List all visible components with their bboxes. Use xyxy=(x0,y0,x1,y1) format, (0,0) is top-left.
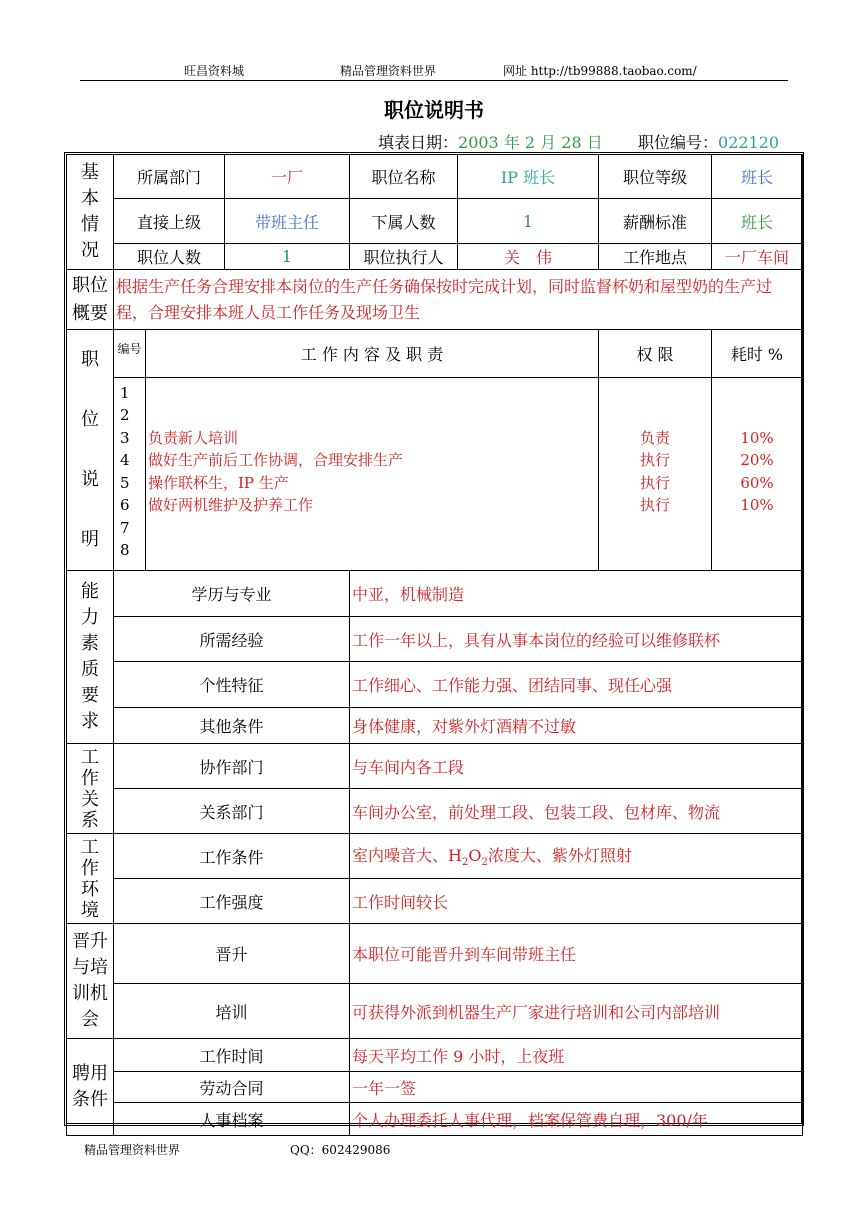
label-salary: 薪酬标准 xyxy=(599,199,712,244)
duty-authority: 执行 xyxy=(639,496,670,515)
value-education: 中亚，机械制造 xyxy=(350,571,803,617)
job-number-value: 022120 xyxy=(718,133,780,152)
value-work-intensity: 工作时间较长 xyxy=(350,879,803,924)
job-description-table xyxy=(66,154,803,1136)
value-job-title: IP 班长 xyxy=(458,155,599,199)
duty-number: 4 xyxy=(120,451,130,470)
label-headcount: 职位人数 xyxy=(114,244,225,270)
value-personality: 工作细心、工作能力强、团结同事、现任心强 xyxy=(350,662,803,708)
duties-content xyxy=(146,377,599,570)
header-middle: 精品管理资料世界 xyxy=(340,64,437,78)
duty-time xyxy=(712,382,802,405)
label-promotion: 晋升 xyxy=(114,924,350,984)
footer-qq: QQ：602429086 xyxy=(290,1143,391,1157)
duty-number: 1 xyxy=(120,383,130,402)
section-environment: 工作环境 xyxy=(67,834,114,924)
duty-content: 做好生产前后工作协调，合理安排生产 xyxy=(148,451,404,470)
duty-content xyxy=(148,539,598,562)
value-promotion: 本职位可能晋升到车间带班主任 xyxy=(350,924,803,984)
value-experience: 工作一年以上，具有从事本岗位的经验可以维修联杯 xyxy=(350,617,803,662)
duty-authority xyxy=(599,517,711,540)
duty-time xyxy=(712,539,802,562)
label-location: 工作地点 xyxy=(599,244,712,270)
fill-date-label: 填表日期： xyxy=(378,133,459,152)
duty-number: 3 xyxy=(120,428,130,447)
label-job-title: 职位名称 xyxy=(350,155,458,199)
label-job-grade: 职位等级 xyxy=(599,155,712,199)
duty-time xyxy=(712,404,802,427)
duty-content xyxy=(148,517,598,540)
label-executor: 职位执行人 xyxy=(350,244,458,270)
duty-content xyxy=(148,382,598,405)
value-related-dept: 车间办公室，前处理工段、包装工段、包材库、物流 xyxy=(350,789,803,834)
value-cooperating-dept: 与车间内各工段 xyxy=(350,744,803,789)
value-headcount: 1 xyxy=(225,244,350,270)
label-personnel-file: 人事档案 xyxy=(114,1103,350,1136)
value-personnel-file: 个人办理委托人事代理，档案保管费自理，300/年 xyxy=(350,1103,803,1136)
duty-authority xyxy=(599,539,711,562)
duties-col-authority: 权 限 xyxy=(599,330,712,378)
value-department: 一厂 xyxy=(225,155,350,199)
duties-col-time: 耗时 % xyxy=(712,330,803,378)
section-relations: 工作关系 xyxy=(67,744,114,834)
label-other-conditions: 其他条件 xyxy=(114,708,350,744)
label-supervisor: 直接上级 xyxy=(114,199,225,244)
value-work-conditions: 室内噪音大、$H_2O_2$浓度大、紫外灯照射 xyxy=(350,834,803,879)
fill-date-value: 2003 年 2 月 28 日 xyxy=(458,133,603,152)
duty-content: 负责新人培训 xyxy=(148,428,239,447)
label-education: 学历与专业 xyxy=(114,571,350,617)
duties-numbers xyxy=(114,377,146,570)
duty-number: 2 xyxy=(120,406,130,425)
value-salary: 班长 xyxy=(712,199,803,244)
section-ability: 能力素质要求 xyxy=(67,571,114,744)
duty-number: 5 xyxy=(120,473,130,492)
value-location: 一厂车间 xyxy=(712,244,803,270)
label-experience: 所需经验 xyxy=(114,617,350,662)
section-summary: 职位概要 xyxy=(67,270,114,330)
section-employment: 聘用条件 xyxy=(67,1039,114,1136)
value-subordinates: 1 xyxy=(458,199,599,244)
job-number xyxy=(638,130,779,153)
value-supervisor: 带班主任 xyxy=(225,199,350,244)
duty-content: 操作联杯生，IP 生产 xyxy=(148,473,289,492)
label-work-intensity: 工作强度 xyxy=(114,879,350,924)
duty-number: 6 xyxy=(120,496,130,515)
section-basic: 基本情况 xyxy=(67,155,114,270)
label-work-conditions: 工作条件 xyxy=(114,834,350,879)
fill-date xyxy=(378,130,603,153)
header-left: 旺昌资料城 xyxy=(184,64,245,78)
value-other-conditions: 身体健康，对紫外灯酒精不过敏 xyxy=(350,708,803,744)
duties-time xyxy=(712,377,803,570)
value-job-grade: 班长 xyxy=(712,155,803,199)
duties-col-no: 编号 xyxy=(114,330,146,378)
value-training: 可获得外派到机器生产厂家进行培训和公司内部培训 xyxy=(350,984,803,1039)
value-working-hours: 每天平均工作 9 小时，上夜班 xyxy=(350,1039,803,1072)
duties-authority xyxy=(599,377,712,570)
duty-authority xyxy=(599,404,711,427)
label-cooperating-dept: 协作部门 xyxy=(114,744,350,789)
duty-number: 7 xyxy=(120,518,130,537)
duty-time: 60% xyxy=(740,473,774,492)
duty-content xyxy=(148,404,598,427)
header-divider xyxy=(80,80,788,81)
duty-time xyxy=(712,517,802,540)
duty-time: 10% xyxy=(740,428,774,447)
page-title: 职位说明书 xyxy=(384,98,484,122)
duty-authority: 执行 xyxy=(639,451,670,470)
label-working-hours: 工作时间 xyxy=(114,1039,350,1072)
section-promotion: 晋升与培训机会 xyxy=(67,924,114,1039)
duty-time: 20% xyxy=(740,451,774,470)
value-executor: 关 伟 xyxy=(458,244,599,270)
section-duties: 职位说明 xyxy=(67,330,114,571)
duties-col-content: 工 作 内 容 及 职 责 xyxy=(146,330,599,378)
label-training: 培训 xyxy=(114,984,350,1039)
job-number-label: 职位编号： xyxy=(638,133,719,152)
duty-number: 8 xyxy=(120,541,130,560)
label-labor-contract: 劳动合同 xyxy=(114,1072,350,1103)
footer-left: 精品管理资料世界 xyxy=(84,1143,181,1157)
summary-text: 根据生产任务合理安排本岗位的生产任务确保按时完成计划，同时监督杯奶和屋型奶的生产过程，合理安排本班人员工作任务及现场卫生 xyxy=(114,270,803,330)
value-labor-contract: 一年一签 xyxy=(350,1072,803,1103)
duty-authority: 负责 xyxy=(639,428,670,447)
label-related-dept: 关系部门 xyxy=(114,789,350,834)
duty-authority: 执行 xyxy=(639,473,670,492)
duty-content: 做好两机维护及护养工作 xyxy=(148,496,314,515)
label-personality: 个性特征 xyxy=(114,662,350,708)
duty-authority xyxy=(599,382,711,405)
duty-time: 10% xyxy=(740,496,774,515)
header-url[interactable]: 网址 http://tb99888.taobao.com/ xyxy=(503,64,697,78)
label-subordinates: 下属人数 xyxy=(350,199,458,244)
label-department: 所属部门 xyxy=(114,155,225,199)
